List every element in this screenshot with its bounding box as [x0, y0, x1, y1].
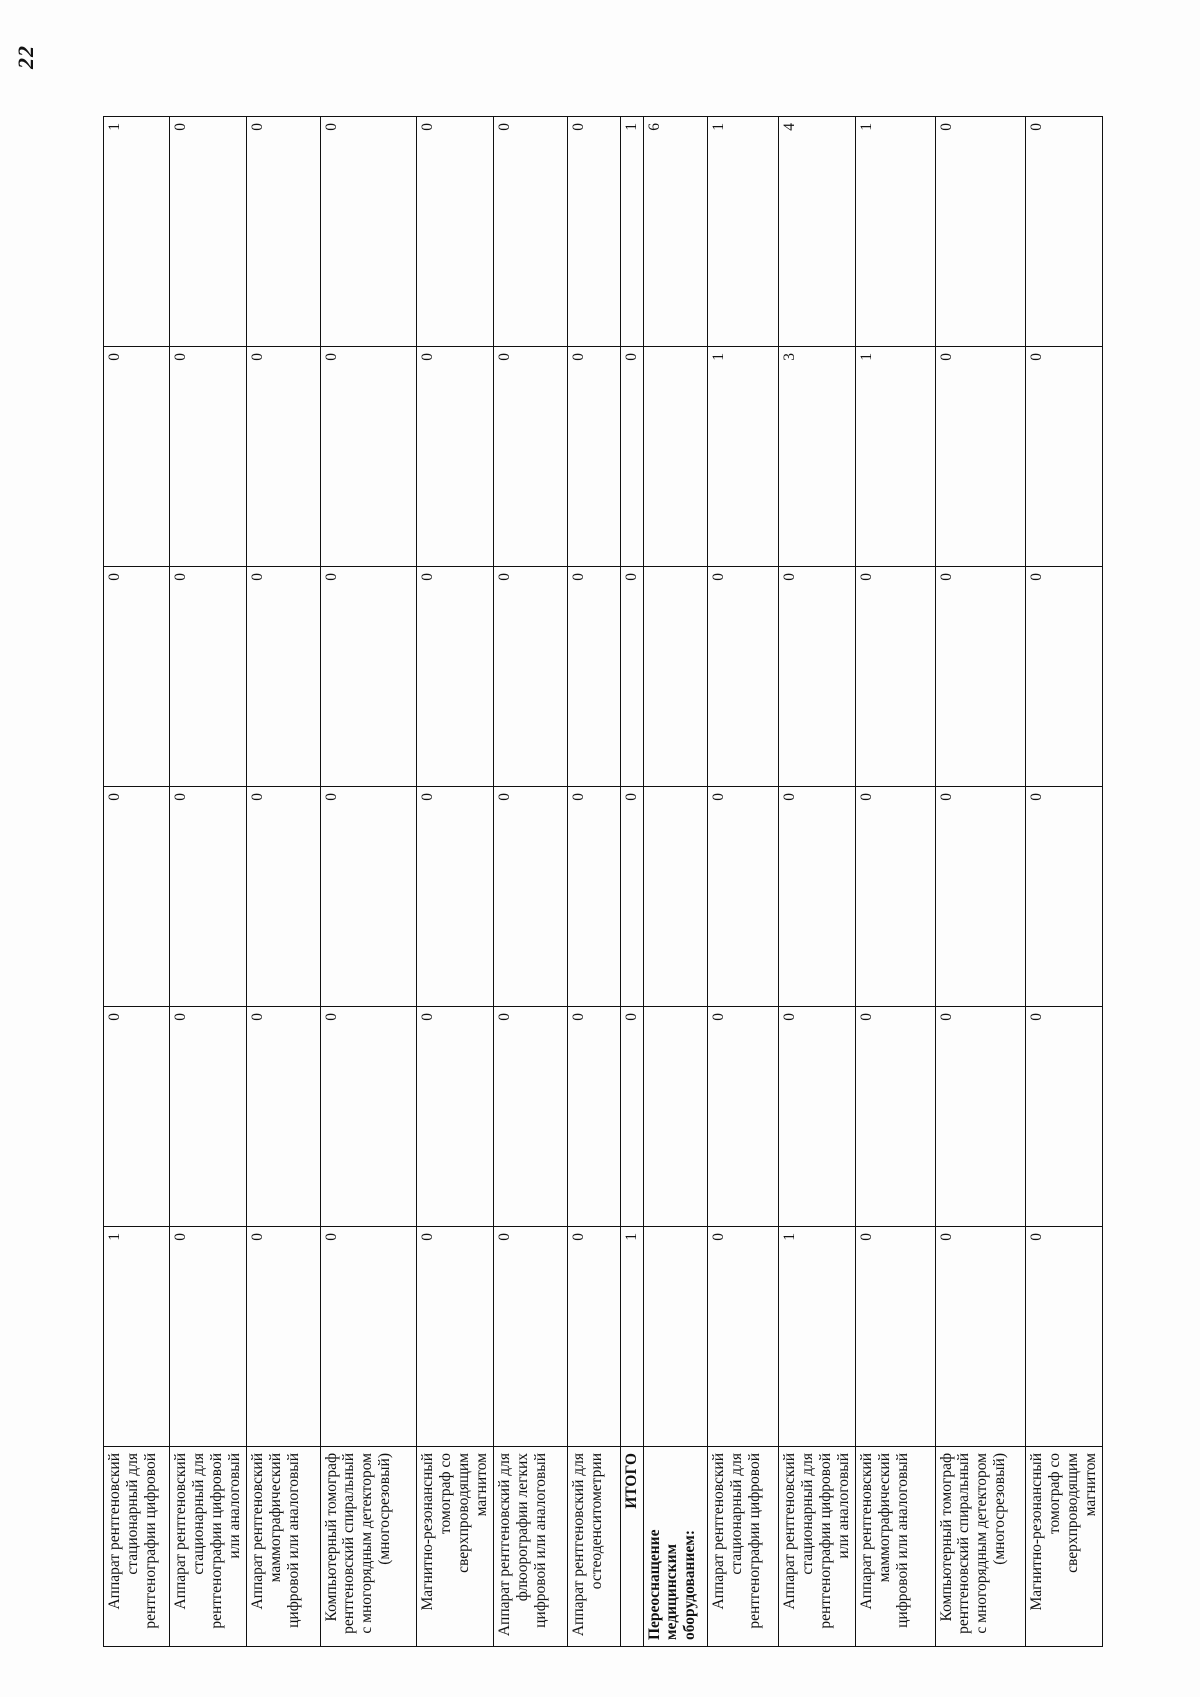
table-row	[417, 117, 494, 1647]
cell-value: 0	[247, 347, 320, 567]
cell-value: 0	[568, 1227, 620, 1447]
table-row	[104, 117, 170, 1647]
cell-value: 0	[104, 787, 170, 1007]
cell-value: 0	[779, 787, 856, 1007]
cell-value: 0	[493, 787, 567, 1007]
cell-value: 0	[1026, 347, 1103, 567]
cell-value: 0	[104, 1007, 170, 1227]
cell-value: 1	[104, 117, 170, 347]
row-name: Компьютерный томограф рентгеновский спиральный с многорядным детектором (многосрезовый)	[935, 1447, 1026, 1647]
cell-value: 0	[320, 117, 417, 347]
cell-value: 0	[1026, 787, 1103, 1007]
row-name: Аппарат рентгеновский стационарный для рентгенографии цифровой или аналоговый	[170, 1447, 247, 1647]
section-heading: Переоснащение медицинским оборудованием:	[643, 1447, 707, 1647]
cell-value: 0	[247, 117, 320, 347]
row-name: Аппарат рентгеновский стационарный для рентгенографии цифровой или аналоговый	[779, 1447, 856, 1647]
row-name: Аппарат рентгеновский стационарный для рентгенографии цифровой	[104, 1447, 170, 1647]
cell-value: 0	[1026, 1227, 1103, 1447]
table-row	[247, 117, 320, 1647]
table-row	[620, 117, 643, 1647]
cell-value: 0	[417, 117, 494, 347]
table-row	[1026, 117, 1103, 1647]
cell-value: 0	[493, 1007, 567, 1227]
cell-value: 0	[493, 1227, 567, 1447]
cell-value: 0	[1026, 567, 1103, 787]
cell-value: 0	[935, 567, 1026, 787]
row-name: Аппарат рентгеновский маммографический цифровой или аналоговый	[856, 1447, 935, 1647]
cell-value: 0	[935, 1007, 1026, 1227]
row-name: Аппарат рентгеновский для флюорографии легких цифровой или аналоговый	[493, 1447, 567, 1647]
cell-value: 0	[320, 567, 417, 787]
cell-value: 4	[779, 117, 856, 347]
cell-value: 0	[856, 1227, 935, 1447]
cell-value: 0	[935, 117, 1026, 347]
page-number-mark: 22	[13, 45, 38, 69]
cell-value: 0	[320, 1227, 417, 1447]
rotated-table-container	[103, 117, 1103, 1647]
cell-value: 0	[1026, 117, 1103, 347]
row-name: Магнитно-резонансный томограф со сверхпроводящим магнитом	[417, 1447, 494, 1647]
row-name: Магнитно-резонансный томограф со сверхпроводящим магнитом	[1026, 1447, 1103, 1647]
cell-value: 1	[708, 117, 779, 347]
cell-value: 1	[856, 347, 935, 567]
cell-value: 0	[620, 347, 643, 567]
cell-value: 0	[320, 787, 417, 1007]
cell-value: 0	[170, 567, 247, 787]
row-name: Компьютерный томограф рентгеновский спиральный с многорядным детектором (многосрезовый)	[320, 1447, 417, 1647]
row-name: Аппарат рентгеновский стационарный для рентгенографии цифровой	[708, 1447, 779, 1647]
cell-value: 0	[247, 787, 320, 1007]
table-row	[856, 117, 935, 1647]
cell-value: 0	[320, 347, 417, 567]
table-row	[320, 117, 417, 1647]
cell-value: 0	[320, 1007, 417, 1227]
cell-value: 0	[170, 347, 247, 567]
cell-value: 0	[620, 567, 643, 787]
cell-value: 0	[170, 117, 247, 347]
cell-value: 0	[568, 117, 620, 347]
cell-value: 0	[856, 567, 935, 787]
cell-value: 0	[856, 787, 935, 1007]
cell-value: 0	[708, 1227, 779, 1447]
cell-value: 0	[493, 117, 567, 347]
cell-value	[643, 347, 707, 567]
cell-value: 0	[779, 567, 856, 787]
cell-value: 0	[568, 567, 620, 787]
cell-value	[643, 1007, 707, 1227]
cell-value	[643, 567, 707, 787]
table-row	[170, 117, 247, 1647]
cell-value: 0	[417, 1227, 494, 1447]
cell-value: 1	[620, 1227, 643, 1447]
equipment-table	[103, 116, 1103, 1647]
cell-value: 0	[104, 567, 170, 787]
cell-value	[643, 1227, 707, 1447]
cell-value: 0	[1026, 1007, 1103, 1227]
cell-value: 0	[247, 1007, 320, 1227]
table-row	[708, 117, 779, 1647]
cell-value: 0	[935, 787, 1026, 1007]
cell-value: 0	[493, 567, 567, 787]
cell-value: 0	[247, 1227, 320, 1447]
cell-value: 1	[104, 1227, 170, 1447]
cell-value: 0	[708, 787, 779, 1007]
cell-value: 0	[170, 1227, 247, 1447]
cell-value: 0	[620, 787, 643, 1007]
cell-value: 0	[568, 787, 620, 1007]
cell-value: 3	[779, 347, 856, 567]
table-row	[643, 117, 707, 1647]
cell-value	[643, 787, 707, 1007]
cell-value: 0	[620, 1007, 643, 1227]
cell-value: 1	[620, 117, 643, 347]
cell-value: 0	[417, 347, 494, 567]
cell-value: 0	[170, 787, 247, 1007]
cell-value: 0	[417, 787, 494, 1007]
cell-value: 0	[935, 1227, 1026, 1447]
cell-value: 0	[935, 347, 1026, 567]
cell-value: 0	[247, 567, 320, 787]
cell-value: 0	[568, 347, 620, 567]
cell-value: 0	[170, 1007, 247, 1227]
cell-value: 1	[708, 347, 779, 567]
row-name-total: ИТОГО	[620, 1447, 643, 1647]
cell-value: 0	[708, 1007, 779, 1227]
cell-value: 0	[493, 347, 567, 567]
table-row	[493, 117, 567, 1647]
cell-value: 0	[417, 1007, 494, 1227]
cell-value: 0	[856, 1007, 935, 1227]
cell-value: 1	[779, 1227, 856, 1447]
table-row	[935, 117, 1026, 1647]
table-row	[568, 117, 620, 1647]
cell-value: 6	[643, 117, 707, 347]
row-name: Аппарат рентгеновский для остеоденситометрии	[568, 1447, 620, 1647]
cell-value: 0	[104, 347, 170, 567]
cell-value: 0	[568, 1007, 620, 1227]
table-row	[779, 117, 856, 1647]
cell-value: 0	[779, 1007, 856, 1227]
row-name: Аппарат рентгеновский маммографический цифровой или аналоговый	[247, 1447, 320, 1647]
cell-value: 0	[417, 567, 494, 787]
cell-value: 1	[856, 117, 935, 347]
cell-value: 0	[708, 567, 779, 787]
